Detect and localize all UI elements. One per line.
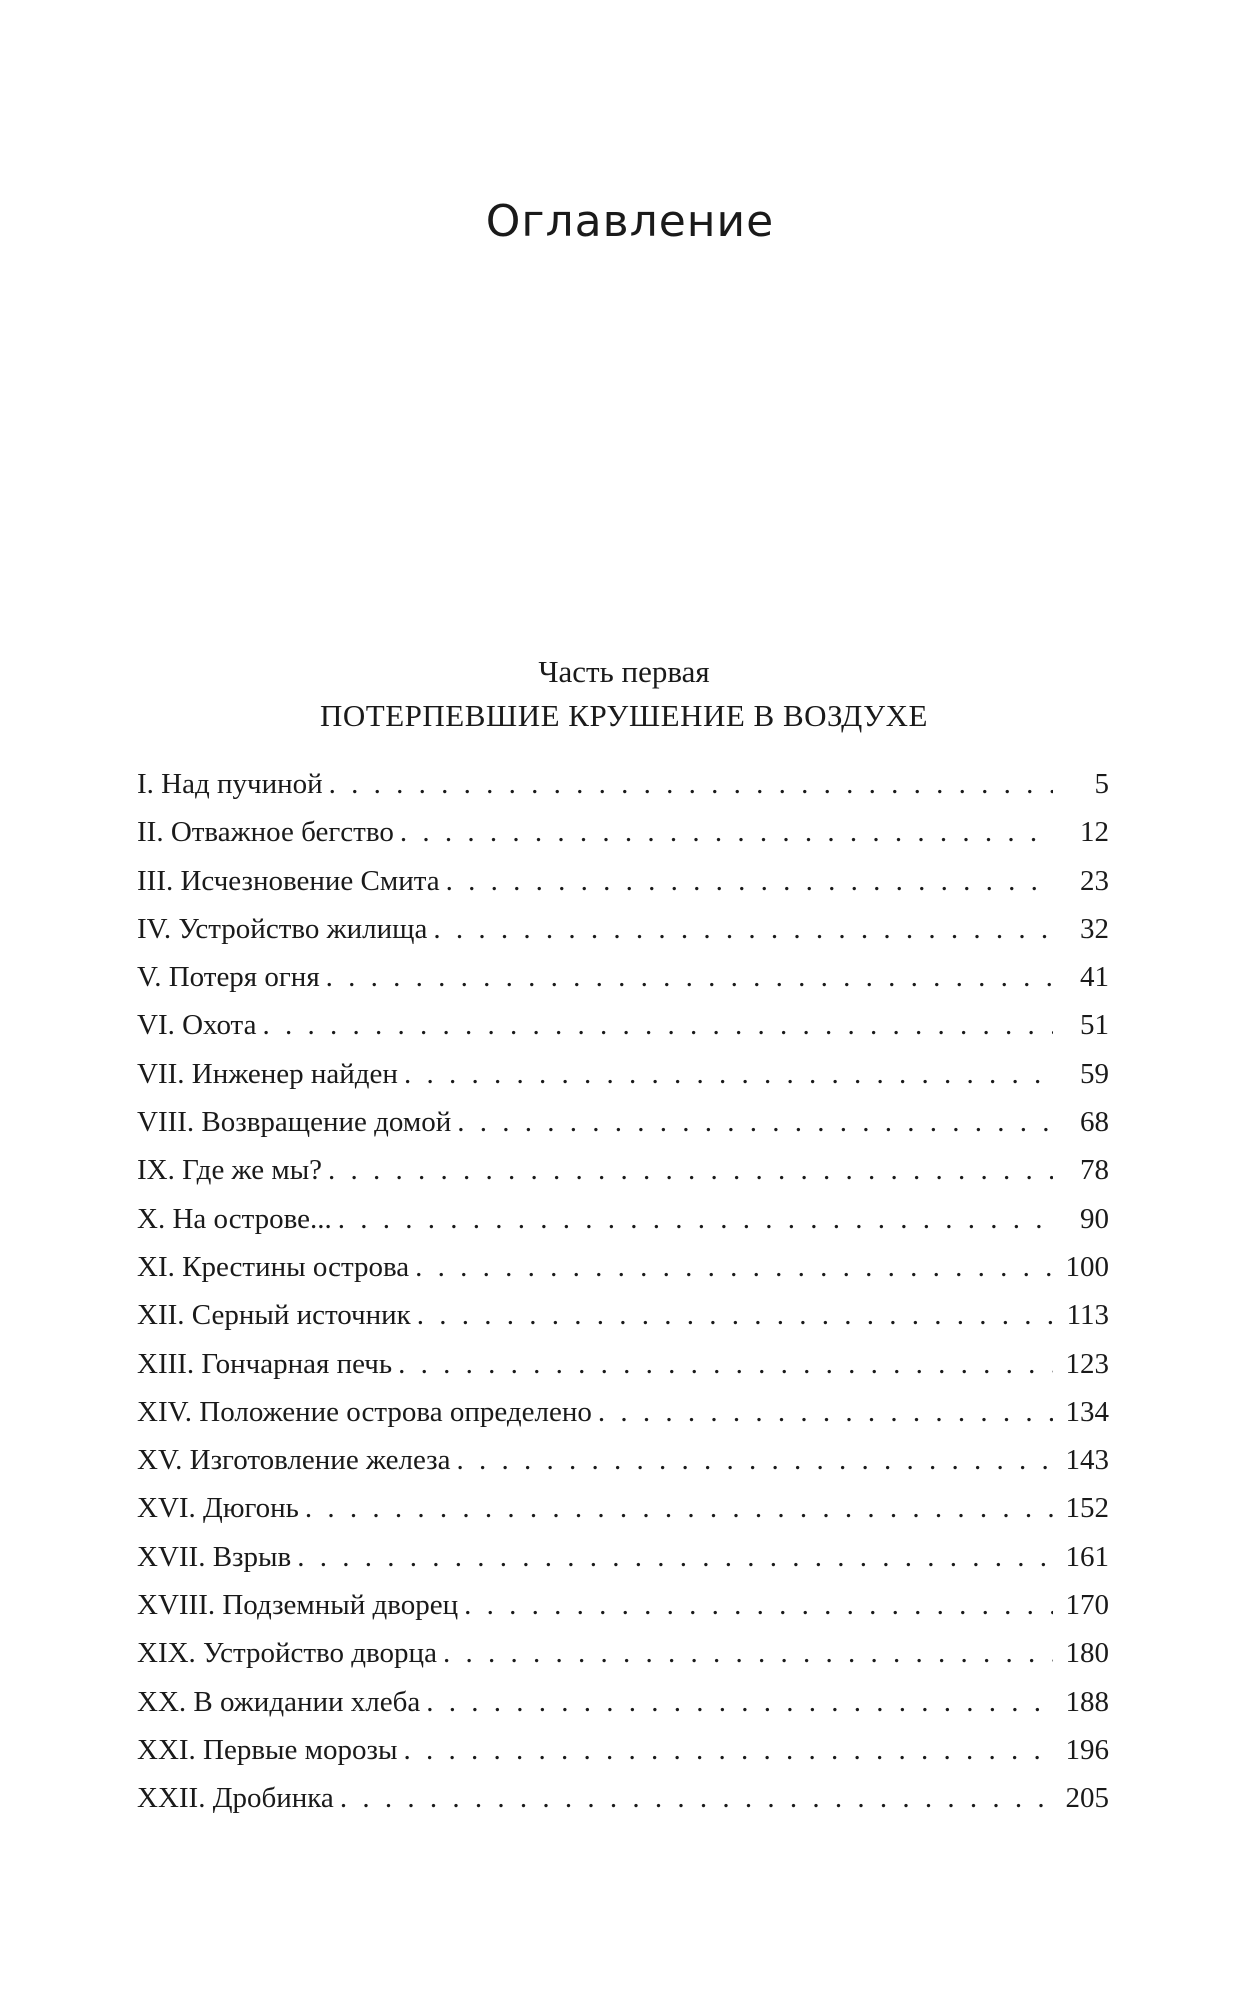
toc-entry[interactable]	[137, 1146, 1109, 1194]
toc-entry[interactable]	[137, 1484, 1109, 1532]
table-of-contents	[137, 760, 1109, 1823]
part-heading	[0, 650, 1248, 738]
toc-entry-page-number: 59	[1080, 1057, 1109, 1090]
toc-entry[interactable]	[137, 1726, 1109, 1774]
toc-entry-title: XIII. Гончарная печь	[137, 1347, 393, 1380]
toc-entry-title: IX. Где же мы?	[137, 1154, 323, 1187]
toc-entry[interactable]	[137, 1678, 1109, 1726]
toc-entry[interactable]	[137, 1436, 1109, 1484]
toc-leader-dots	[398, 1340, 1053, 1388]
toc-entry-title: I. Над пучиной	[137, 768, 323, 800]
toc-entry[interactable]	[137, 1291, 1109, 1339]
toc-entry-title: II. Отважное бегство	[137, 816, 394, 849]
toc-entry[interactable]	[137, 1774, 1109, 1822]
toc-entry-page-number: 100	[1065, 1250, 1109, 1283]
toc-leader-dots	[305, 1484, 1053, 1532]
toc-entry[interactable]	[137, 1243, 1109, 1291]
toc-leader-dots	[404, 1050, 1053, 1098]
toc-entry[interactable]	[137, 808, 1109, 856]
toc-entry-page-number: 180	[1065, 1637, 1109, 1670]
toc-leader-dots	[417, 1291, 1053, 1339]
toc-entry-title: XX. В ожидании хлеба	[137, 1685, 421, 1718]
toc-entry[interactable]	[137, 1195, 1109, 1243]
toc-entry[interactable]	[137, 1001, 1109, 1049]
toc-entry-title: XV. Изготовление железа	[137, 1444, 451, 1477]
toc-entry-page-number: 23	[1080, 864, 1109, 897]
toc-entry-page-number: 170	[1065, 1589, 1109, 1622]
toc-leader-dots	[262, 1001, 1053, 1049]
toc-entry-title: XIV. Положение острова определено	[137, 1395, 592, 1428]
toc-entry-page-number: 68	[1080, 1106, 1109, 1139]
toc-entry-page-number: 5	[1094, 768, 1109, 800]
toc-entry-page-number: 12	[1080, 816, 1109, 849]
toc-entry-page-number: 161	[1065, 1540, 1109, 1573]
part-name: Часть первая	[538, 654, 710, 689]
toc-entry-page-number: 205	[1065, 1782, 1109, 1815]
toc-entry-title: XIX. Устройство дворца	[137, 1637, 437, 1670]
toc-entry[interactable]	[137, 1533, 1109, 1581]
toc-leader-dots	[400, 808, 1053, 856]
toc-entry[interactable]	[137, 857, 1109, 905]
toc-entry-page-number: 32	[1080, 912, 1109, 945]
toc-leader-dots	[403, 1726, 1053, 1774]
toc-entry-title: XII. Серный источник	[137, 1299, 411, 1332]
toc-entry-title: X. На острове...	[137, 1202, 332, 1235]
toc-entry-page-number: 152	[1065, 1492, 1109, 1525]
toc-leader-dots	[297, 1533, 1053, 1581]
page-title: Оглавление	[485, 196, 775, 247]
toc-leader-dots	[426, 1678, 1053, 1726]
toc-entry-title: VIII. Возвращение домой	[137, 1106, 452, 1139]
toc-leader-dots	[457, 1436, 1054, 1484]
toc-entry[interactable]	[137, 1388, 1109, 1436]
toc-entry-title: III. Исчезновение Смита	[137, 864, 440, 897]
toc-entry[interactable]	[137, 1581, 1109, 1629]
toc-entry-title: XVI. Дюгонь	[137, 1492, 299, 1525]
toc-leader-dots	[464, 1581, 1053, 1629]
toc-leader-dots	[598, 1388, 1053, 1436]
toc-entry-title: XVIII. Подземный дворец	[137, 1589, 459, 1622]
toc-entry-page-number: 188	[1065, 1685, 1109, 1718]
toc-leader-dots	[328, 1146, 1053, 1194]
toc-entry-title: XVII. Взрыв	[137, 1540, 292, 1573]
toc-entry[interactable]	[137, 1629, 1109, 1677]
toc-entry-page-number: 143	[1065, 1444, 1109, 1477]
toc-entry[interactable]	[137, 1340, 1109, 1388]
toc-leader-dots	[329, 760, 1053, 808]
toc-entry-page-number: 41	[1080, 961, 1109, 994]
toc-entry-title: VI. Охота	[137, 1009, 257, 1042]
toc-leader-dots	[443, 1629, 1053, 1677]
toc-entry-title: XI. Крестины острова	[137, 1250, 410, 1283]
toc-entry[interactable]	[137, 1098, 1109, 1146]
toc-leader-dots	[415, 1243, 1053, 1291]
toc-entry-title: XXII. Дробинка	[137, 1782, 334, 1815]
toc-leader-dots	[433, 905, 1053, 953]
toc-entry-title: XXI. Первые морозы	[137, 1733, 398, 1766]
toc-entry[interactable]	[137, 760, 1109, 808]
toc-leader-dots	[326, 953, 1053, 1001]
toc-entry-page-number: 113	[1066, 1299, 1109, 1332]
toc-entry[interactable]	[137, 1050, 1109, 1098]
toc-leader-dots	[338, 1195, 1053, 1243]
toc-entry-page-number: 134	[1065, 1395, 1109, 1428]
toc-entry[interactable]	[137, 905, 1109, 953]
toc-entry-page-number: 78	[1080, 1154, 1109, 1187]
toc-leader-dots	[446, 857, 1053, 905]
toc-entry-page-number: 123	[1065, 1347, 1109, 1380]
toc-entry-page-number: 51	[1080, 1009, 1109, 1042]
toc-leader-dots	[340, 1774, 1053, 1822]
part-subtitle: ПОТЕРПЕВШИЕ КРУШЕНИЕ В ВОЗДУХЕ	[320, 698, 928, 733]
toc-entry-page-number: 196	[1065, 1733, 1109, 1766]
toc-entry-title: IV. Устройство жилища	[137, 912, 428, 945]
toc-entry-title: V. Потеря огня	[137, 961, 320, 994]
toc-leader-dots	[457, 1098, 1053, 1146]
toc-entry-title: VII. Инженер найден	[137, 1057, 398, 1090]
toc-entry-page-number: 90	[1080, 1202, 1109, 1235]
toc-entry[interactable]	[137, 953, 1109, 1001]
